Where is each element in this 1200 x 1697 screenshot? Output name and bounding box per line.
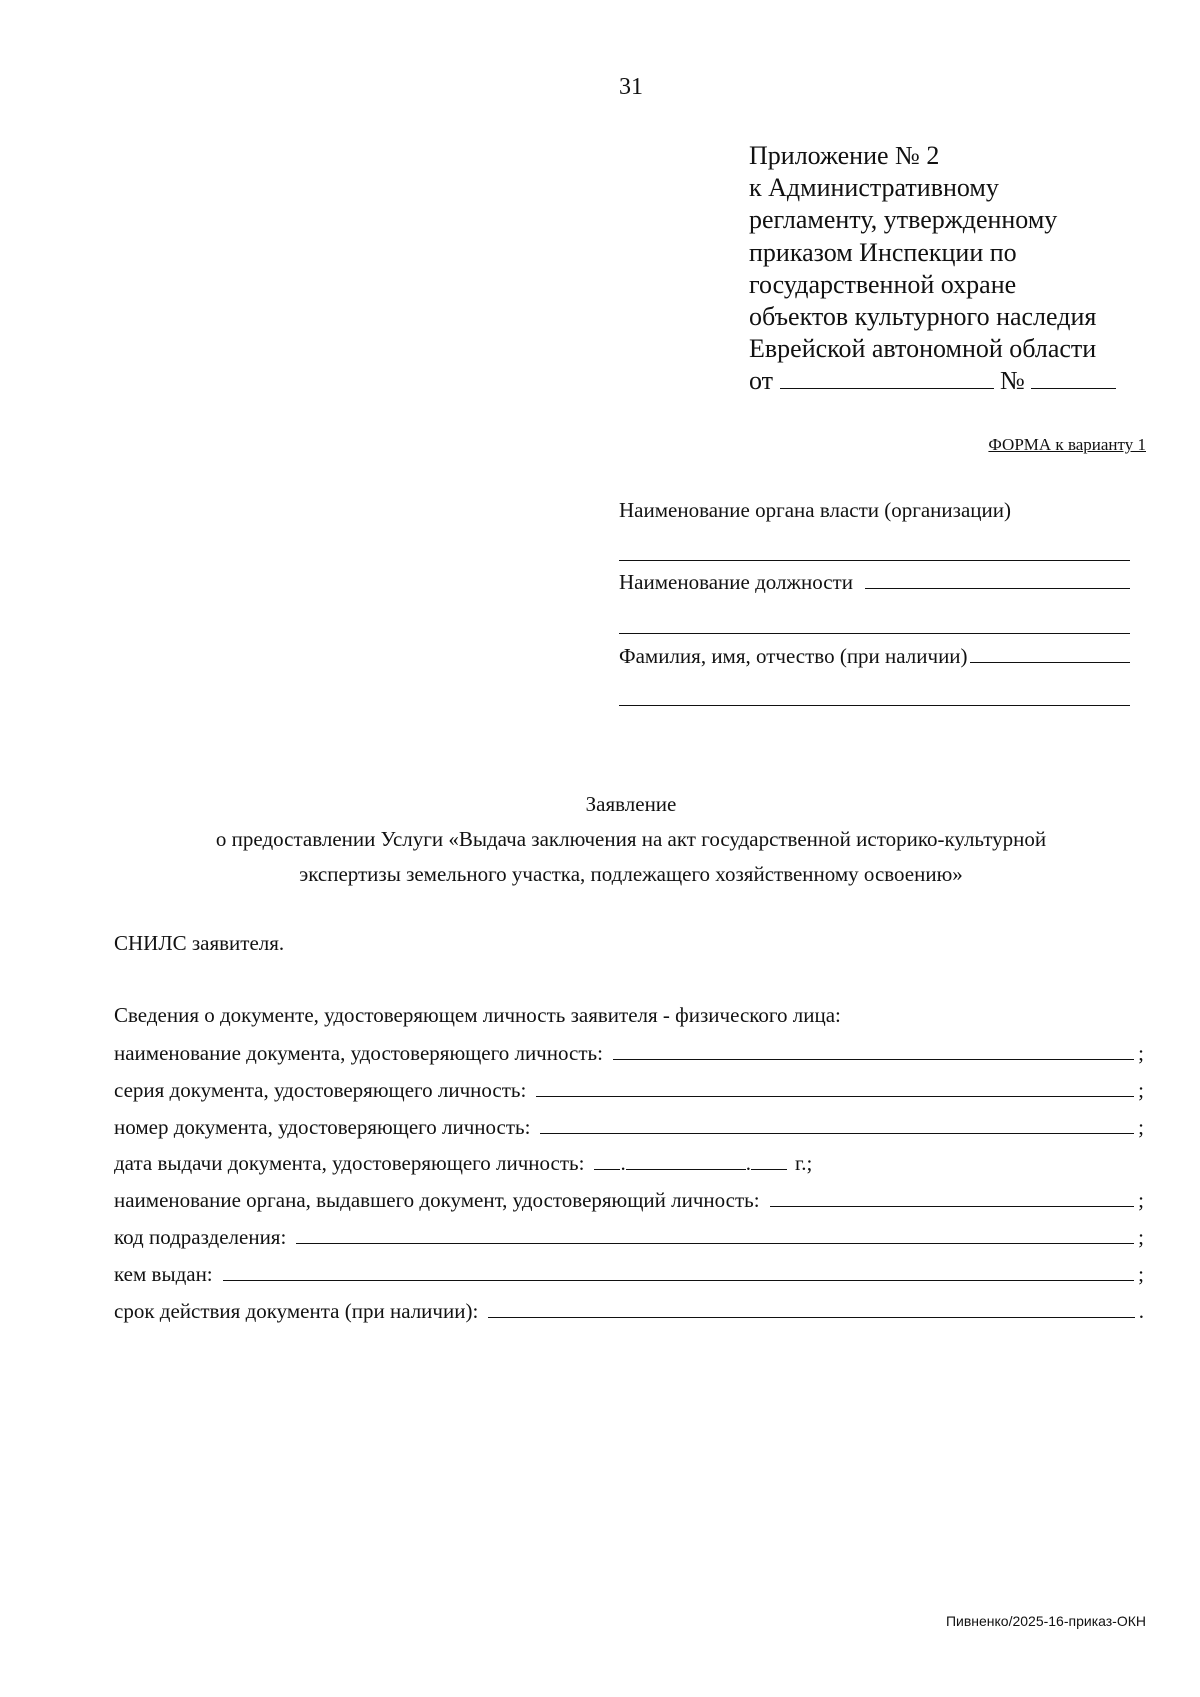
document-info-heading: Сведения о документе, удостоверяющем личность заявителя - физического лица: bbox=[114, 1003, 841, 1027]
application-title bbox=[0, 787, 1200, 892]
issue-date-row bbox=[114, 1151, 812, 1176]
field-blank[interactable] bbox=[540, 1115, 1134, 1134]
field-label: кем выдан: bbox=[114, 1262, 213, 1286]
document-field-row bbox=[114, 1078, 1144, 1103]
document-field-row bbox=[114, 1225, 1144, 1250]
field-blank[interactable] bbox=[770, 1188, 1135, 1207]
full-name-blank-2[interactable] bbox=[619, 705, 1130, 706]
field-label: срок действия документа (при наличии): bbox=[114, 1299, 479, 1323]
title-line: экспертизы земельного участка, подлежащего хозяйственному освоению» bbox=[299, 862, 963, 886]
field-blank[interactable] bbox=[613, 1041, 1134, 1060]
document-field-row bbox=[114, 1262, 1144, 1287]
issue-year-blank[interactable] bbox=[751, 1168, 787, 1170]
appendix-line: к Административному bbox=[749, 173, 999, 203]
document-field-row bbox=[114, 1041, 1144, 1066]
number-sign: № bbox=[1000, 366, 1025, 396]
title-line: о предоставлении Услуги «Выдача заключения на акт государственной историко-культурной bbox=[215, 827, 1047, 851]
field-blank[interactable] bbox=[488, 1299, 1134, 1318]
appendix-line: Приложение № 2 bbox=[749, 141, 940, 170]
field-label: номер документа, удостоверяющего личность: bbox=[114, 1115, 531, 1139]
field-blank[interactable] bbox=[223, 1262, 1135, 1281]
field-end: . bbox=[1138, 1299, 1144, 1323]
issue-day-blank[interactable] bbox=[594, 1168, 620, 1170]
issue-date-label: дата выдачи документа, удостоверяющего личность: bbox=[114, 1151, 585, 1175]
form-variant-label: ФОРМА к варианту 1 bbox=[988, 435, 1146, 454]
field-end: ; bbox=[1138, 1262, 1144, 1286]
appendix-line: объектов культурного наследия bbox=[749, 302, 1097, 332]
field-label: наименование документа, удостоверяющего личность: bbox=[114, 1041, 603, 1065]
document-field-row bbox=[114, 1299, 1144, 1324]
appendix-date-line bbox=[749, 365, 1116, 397]
position-label: Наименование должности bbox=[619, 570, 853, 594]
position-row bbox=[619, 570, 1130, 595]
date-prefix: от bbox=[749, 366, 774, 396]
issue-month-blank[interactable] bbox=[626, 1168, 746, 1170]
appendix-line: приказом Инспекции по bbox=[749, 237, 1017, 267]
document-field-row bbox=[114, 1188, 1144, 1213]
field-end: ; bbox=[1138, 1115, 1144, 1139]
position-blank-2[interactable] bbox=[619, 633, 1130, 634]
date-separator: . bbox=[620, 1151, 626, 1175]
field-blank[interactable] bbox=[536, 1078, 1134, 1097]
full-name-blank[interactable] bbox=[970, 644, 1130, 663]
document-field-row bbox=[114, 1115, 1144, 1140]
date-separator: . bbox=[745, 1151, 751, 1175]
appendix-line: регламенту, утвержденному bbox=[749, 205, 1058, 235]
appendix-line: государственной охране bbox=[749, 269, 1017, 299]
field-label: серия документа, удостоверяющего личность: bbox=[114, 1078, 527, 1102]
document-footer: Пивненко/2025-16-приказ-ОКН bbox=[945, 1613, 1146, 1629]
field-label: наименование органа, выдавшего документ, удостоверяющий личность: bbox=[114, 1188, 760, 1212]
year-suffix: г.; bbox=[794, 1151, 813, 1175]
field-label: код подразделения: bbox=[114, 1225, 287, 1249]
appendix-line: Еврейской автономной области bbox=[749, 334, 1097, 364]
page-number: 31 bbox=[619, 74, 643, 100]
number-blank[interactable] bbox=[1031, 387, 1116, 389]
field-end: ; bbox=[1138, 1041, 1144, 1065]
appendix-header bbox=[749, 140, 1116, 398]
org-name-label: Наименование органа власти (организации) bbox=[619, 498, 1011, 522]
field-end: ; bbox=[1138, 1225, 1144, 1249]
full-name-label: Фамилия, имя, отчество (при наличии) bbox=[619, 644, 968, 668]
position-blank[interactable] bbox=[865, 570, 1130, 589]
date-blank[interactable] bbox=[780, 387, 994, 389]
field-blank[interactable] bbox=[296, 1225, 1134, 1244]
snils-label: СНИЛС заявителя. bbox=[114, 931, 285, 955]
title-heading: Заявление bbox=[585, 792, 677, 816]
field-end: ; bbox=[1138, 1078, 1144, 1102]
field-end: ; bbox=[1138, 1188, 1144, 1212]
org-name-blank[interactable] bbox=[619, 560, 1130, 561]
name-row bbox=[619, 644, 1130, 669]
